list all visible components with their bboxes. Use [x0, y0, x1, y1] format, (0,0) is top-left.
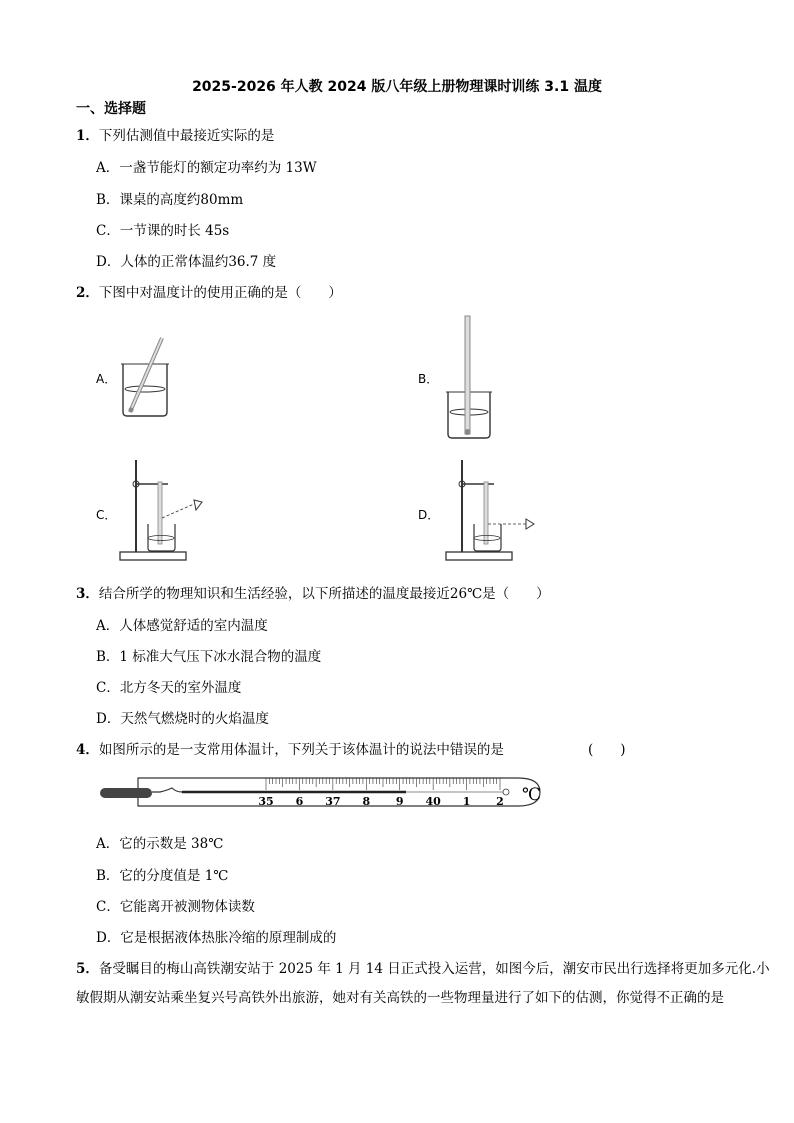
figure-d-stand-thermometer [444, 456, 544, 564]
q2-label-a: A． [96, 372, 117, 386]
q4-answer-parentheses: ( ) [588, 742, 626, 758]
question-text: 下列估测值中最接近实际的是 [98, 128, 275, 144]
q3-option-d: D．天然气燃烧时的火焰温度 [96, 711, 269, 727]
question-5-stem [76, 955, 776, 1013]
question-text: 备受瞩目的梅山高铁潮安站于 2025 年 1 月 14 日正式投入运营，如图今后，潮安市民出行选择将更加多元化.小敏假期从潮安站乘坐复兴号高铁外出旅游，她对有关高铁的一些物理量进行了如下的估测，你觉得不正确的是 [76, 961, 770, 1006]
question-number: 2． [76, 285, 99, 301]
question-number: 5． [76, 961, 99, 977]
q2-label-d: D． [418, 508, 440, 522]
q1-option-d: D．人体的正常体温约36.7 度 [96, 254, 277, 270]
q3-option-c: C．北方冬天的室外温度 [96, 680, 242, 696]
scale-label: 9 [395, 795, 404, 808]
unit-celsius-label: ℃ [522, 785, 542, 805]
question-number: 4． [76, 742, 99, 758]
scale-label: 35 [258, 795, 274, 808]
question-2-stem [76, 281, 342, 301]
question-text: 如图所示的是一支常用体温计，下列关于该体温计的说法中错误的是 [98, 742, 504, 758]
section-heading: 一、选择题 [76, 101, 146, 117]
q3-option-a: A．人体感觉舒适的室内温度 [96, 618, 268, 634]
q4-option-a: A．它的示数是 38℃ [96, 836, 224, 852]
question-number: 1． [76, 128, 99, 144]
q1-option-c: C．一节课的时长 45s [96, 223, 230, 239]
scale-label: 1 [462, 795, 471, 808]
page-title: 2025-2026 年人教 2024 版八年级上册物理课时训练 3.1 温度 [192, 79, 602, 95]
figure-c-stand-thermometer [118, 456, 218, 564]
q4-option-b: B．它的分度值是 1℃ [96, 868, 229, 884]
question-number: 3． [76, 586, 99, 602]
figure-b-beaker-thermometer [444, 314, 496, 442]
scale-label: 37 [325, 795, 341, 808]
q4-option-c: C．它能离开被测物体读数 [96, 899, 255, 915]
scale-label: 8 [362, 795, 371, 808]
question-3-stem [76, 582, 550, 602]
question-text: 结合所学的物理知识和生活经验，以下所描述的温度最接近26℃是（ ） [98, 586, 550, 602]
q2-label-c: C． [96, 508, 117, 522]
q2-label-b: B． [418, 372, 439, 386]
scale-label: 2 [496, 795, 504, 808]
clinical-thermometer-figure [98, 770, 548, 814]
q1-option-b: B．课桌的高度约80mm [96, 192, 244, 208]
figure-a-beaker-thermometer [118, 334, 178, 420]
q1-option-a: A．一盏节能灯的额定功率约为 13W [96, 160, 317, 176]
question-1-stem [76, 124, 274, 144]
question-text: 下图中对温度计的使用正确的是（ ） [98, 285, 342, 301]
scale-label: 6 [295, 795, 304, 808]
question-4-stem [76, 738, 504, 758]
q3-option-b: B．1 标准大气压下冰水混合物的温度 [96, 649, 322, 665]
scale-label: 40 [425, 795, 441, 808]
q4-option-d: D．它是根据液体热胀冷缩的原理制成的 [96, 930, 337, 946]
